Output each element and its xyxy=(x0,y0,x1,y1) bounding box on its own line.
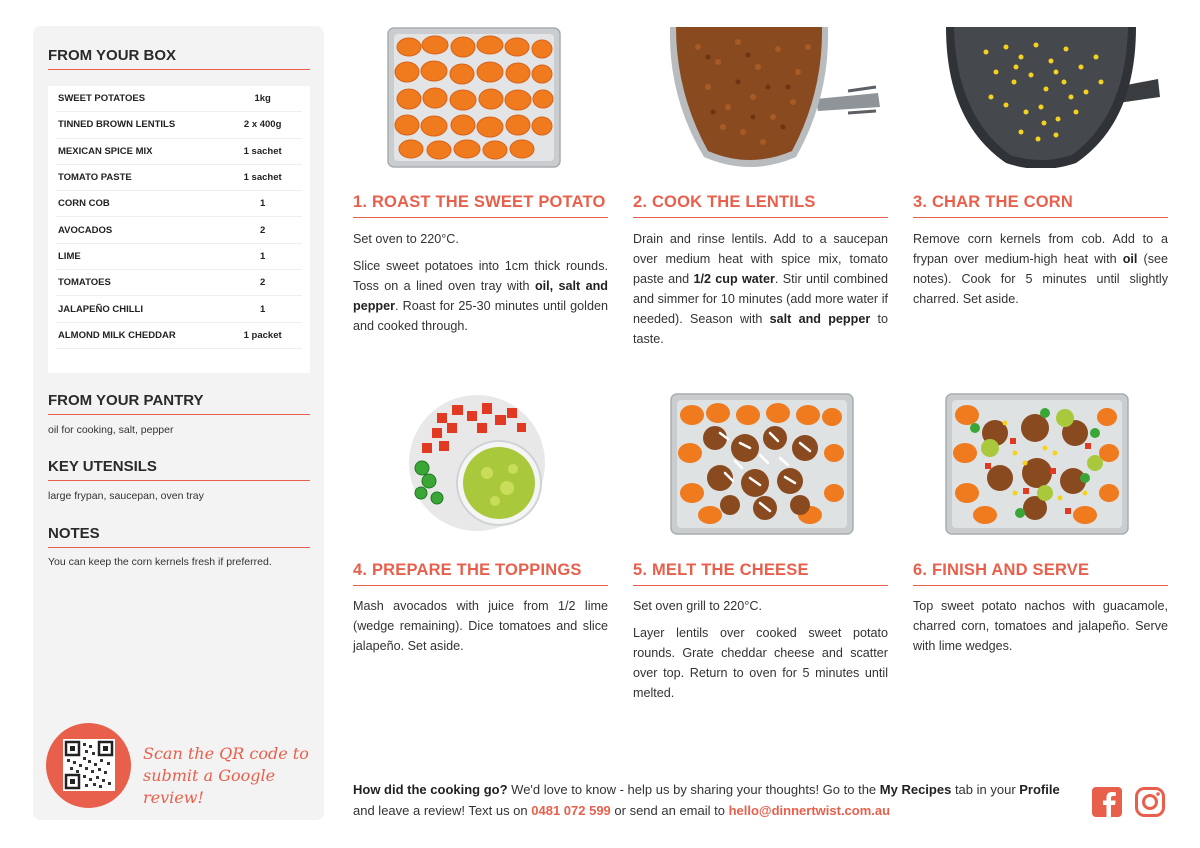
from-your-pantry-heading: FROM YOUR PANTRY xyxy=(48,392,310,415)
ingredient-name: ALMOND MILK CHEDDAR xyxy=(58,329,176,341)
ingredient-quantity: 2 x 400g xyxy=(243,119,282,131)
instagram-icon[interactable] xyxy=(1134,786,1166,818)
ingredient-name: TOMATO PASTE xyxy=(58,172,132,184)
step-text: (see notes). Cook for 5 minutes until slightly charred. Set aside. xyxy=(913,252,1169,306)
ingredient-row xyxy=(56,323,302,349)
step-1-photo xyxy=(387,27,561,168)
ingredients-table xyxy=(48,86,310,373)
step-paragraph xyxy=(353,229,608,249)
ingredient-name: LIME xyxy=(58,250,81,262)
footer-text: We'd love to know - help us by sharing your thoughts! Go to the xyxy=(507,782,880,797)
ingredient-quantity: 1 xyxy=(260,198,266,210)
review-footer xyxy=(353,779,1083,821)
ingredient-row xyxy=(56,165,302,191)
step-4-title: 4. PREPARE THE TOPPINGS xyxy=(353,561,608,586)
ingredient-quantity: 2 xyxy=(260,277,266,289)
key-utensils-heading: KEY UTENSILS xyxy=(48,458,310,481)
step-2-title: 2. COOK THE LENTILS xyxy=(633,193,888,218)
ingredient-quantity: 1 sachet xyxy=(243,172,282,184)
ingredient-quantity: 1 packet xyxy=(243,329,282,341)
footer-text: tab in your xyxy=(951,782,1020,797)
step-paragraph xyxy=(913,596,1168,656)
step-4-body xyxy=(353,596,608,663)
qr-code-badge[interactable] xyxy=(46,723,131,808)
footer-contact-link[interactable]: hello@dinnertwist.com.au xyxy=(728,803,891,818)
footer-text: or send an email to xyxy=(610,803,729,818)
facebook-icon[interactable] xyxy=(1091,786,1123,818)
step-3-title: 3. CHAR THE CORN xyxy=(913,193,1168,218)
step-text: Layer lentils over cooked sweet potato rounds. Grate cheddar cheese and scatter over top. Return to oven for 5 minutes until melted. xyxy=(633,626,888,700)
ingredient-name: TINNED BROWN LENTILS xyxy=(58,119,176,131)
step-2-body xyxy=(633,229,888,356)
step-text: Mash avocados with juice from 1/2 lime (wedge remaining). Dice tomatoes and slice jalapeño. Set aside. xyxy=(353,599,608,653)
ingredient-name: AVOCADOS xyxy=(58,224,113,236)
qr-review-prompt xyxy=(143,743,313,809)
step-text: . Stir until combined and simmer for 10 minutes (add more water if needed). Season with xyxy=(633,272,888,326)
footer-text: and leave a review! Text us on xyxy=(353,803,532,818)
step-6-body xyxy=(913,596,1168,663)
ingredient-row xyxy=(56,296,302,322)
notes-heading: NOTES xyxy=(48,525,310,548)
bold-ingredient: 1/2 cup water xyxy=(693,272,775,286)
step-text: Set oven grill to 220°C. xyxy=(633,599,762,613)
step-text: Top sweet potato nachos with guacamole, charred corn, tomatoes and jalapeño. Serve with lime wedges. xyxy=(913,599,1168,653)
ingredient-name: CORN COB xyxy=(58,198,110,210)
qr-line-2: submit a Google review! xyxy=(143,766,276,807)
ingredient-quantity: 1 sachet xyxy=(243,145,282,157)
step-text: to taste. xyxy=(633,312,888,346)
step-1-body xyxy=(353,229,608,343)
ingredient-name: SWEET POTATOES xyxy=(58,93,146,105)
step-5-body xyxy=(633,596,888,710)
ingredient-row xyxy=(56,217,302,243)
step-paragraph xyxy=(353,256,608,336)
step-5-photo xyxy=(670,393,854,535)
ingredient-quantity: 1kg xyxy=(254,93,271,105)
step-6-title: 6. FINISH AND SERVE xyxy=(913,561,1168,586)
bold-ingredient: salt and pepper xyxy=(769,312,871,326)
step-2-photo xyxy=(668,27,883,168)
step-text: Drain and rinse lentils. Add to a saucepan over medium heat with spice mix, tomato paste and xyxy=(633,232,888,286)
notes-text: You can keep the corn kernels fresh if preferred. xyxy=(48,556,272,568)
step-paragraph xyxy=(913,229,1168,309)
pantry-text: oil for cooking, salt, pepper xyxy=(48,424,174,436)
bold-ingredient: oil, salt and pepper xyxy=(353,279,608,313)
step-4-photo xyxy=(407,393,547,533)
step-text: Slice sweet potatoes into 1cm thick rounds. Toss on a lined oven tray with xyxy=(353,259,608,293)
step-paragraph xyxy=(633,623,888,703)
ingredient-row xyxy=(56,244,302,270)
step-paragraph xyxy=(633,229,888,349)
footer-emphasis: How did the cooking go? xyxy=(353,782,508,797)
step-6-photo xyxy=(945,393,1129,535)
qr-code-icon[interactable] xyxy=(63,739,115,791)
qr-line-1: Scan the QR code to xyxy=(143,744,309,763)
ingredient-row xyxy=(56,112,302,138)
step-paragraph xyxy=(633,596,888,616)
footer-emphasis: My Recipes xyxy=(879,782,952,797)
ingredient-name: JALAPEÑO CHILLI xyxy=(58,303,143,315)
bold-ingredient: oil xyxy=(1122,252,1138,266)
step-paragraph xyxy=(353,596,608,656)
ingredient-quantity: 1 xyxy=(260,250,266,262)
step-text: Set oven to 220°C. xyxy=(353,232,459,246)
ingredient-name: MEXICAN SPICE MIX xyxy=(58,145,153,157)
ingredient-quantity: 1 xyxy=(260,303,266,315)
step-text: . Roast for 25-30 minutes until golden and cooked through. xyxy=(353,299,608,333)
from-your-box-heading: FROM YOUR BOX xyxy=(48,47,310,70)
footer-contact-link[interactable]: 0481 072 599 xyxy=(531,803,611,818)
ingredient-row xyxy=(56,139,302,165)
ingredient-name: TOMATOES xyxy=(58,277,111,289)
ingredient-quantity: 2 xyxy=(260,224,266,236)
step-3-photo xyxy=(946,27,1161,168)
ingredient-row xyxy=(56,86,302,112)
ingredient-row xyxy=(56,270,302,296)
step-text: Remove corn kernels from cob. Add to a frypan over medium-high heat with xyxy=(913,232,1168,266)
ingredient-row xyxy=(56,191,302,217)
step-5-title: 5. MELT THE CHEESE xyxy=(633,561,888,586)
step-3-body xyxy=(913,229,1168,316)
step-1-title: 1. ROAST THE SWEET POTATO xyxy=(353,193,608,218)
footer-emphasis: Profile xyxy=(1019,782,1060,797)
utensils-text: large frypan, saucepan, oven tray xyxy=(48,490,204,502)
ingredients-sidebar xyxy=(33,26,324,820)
